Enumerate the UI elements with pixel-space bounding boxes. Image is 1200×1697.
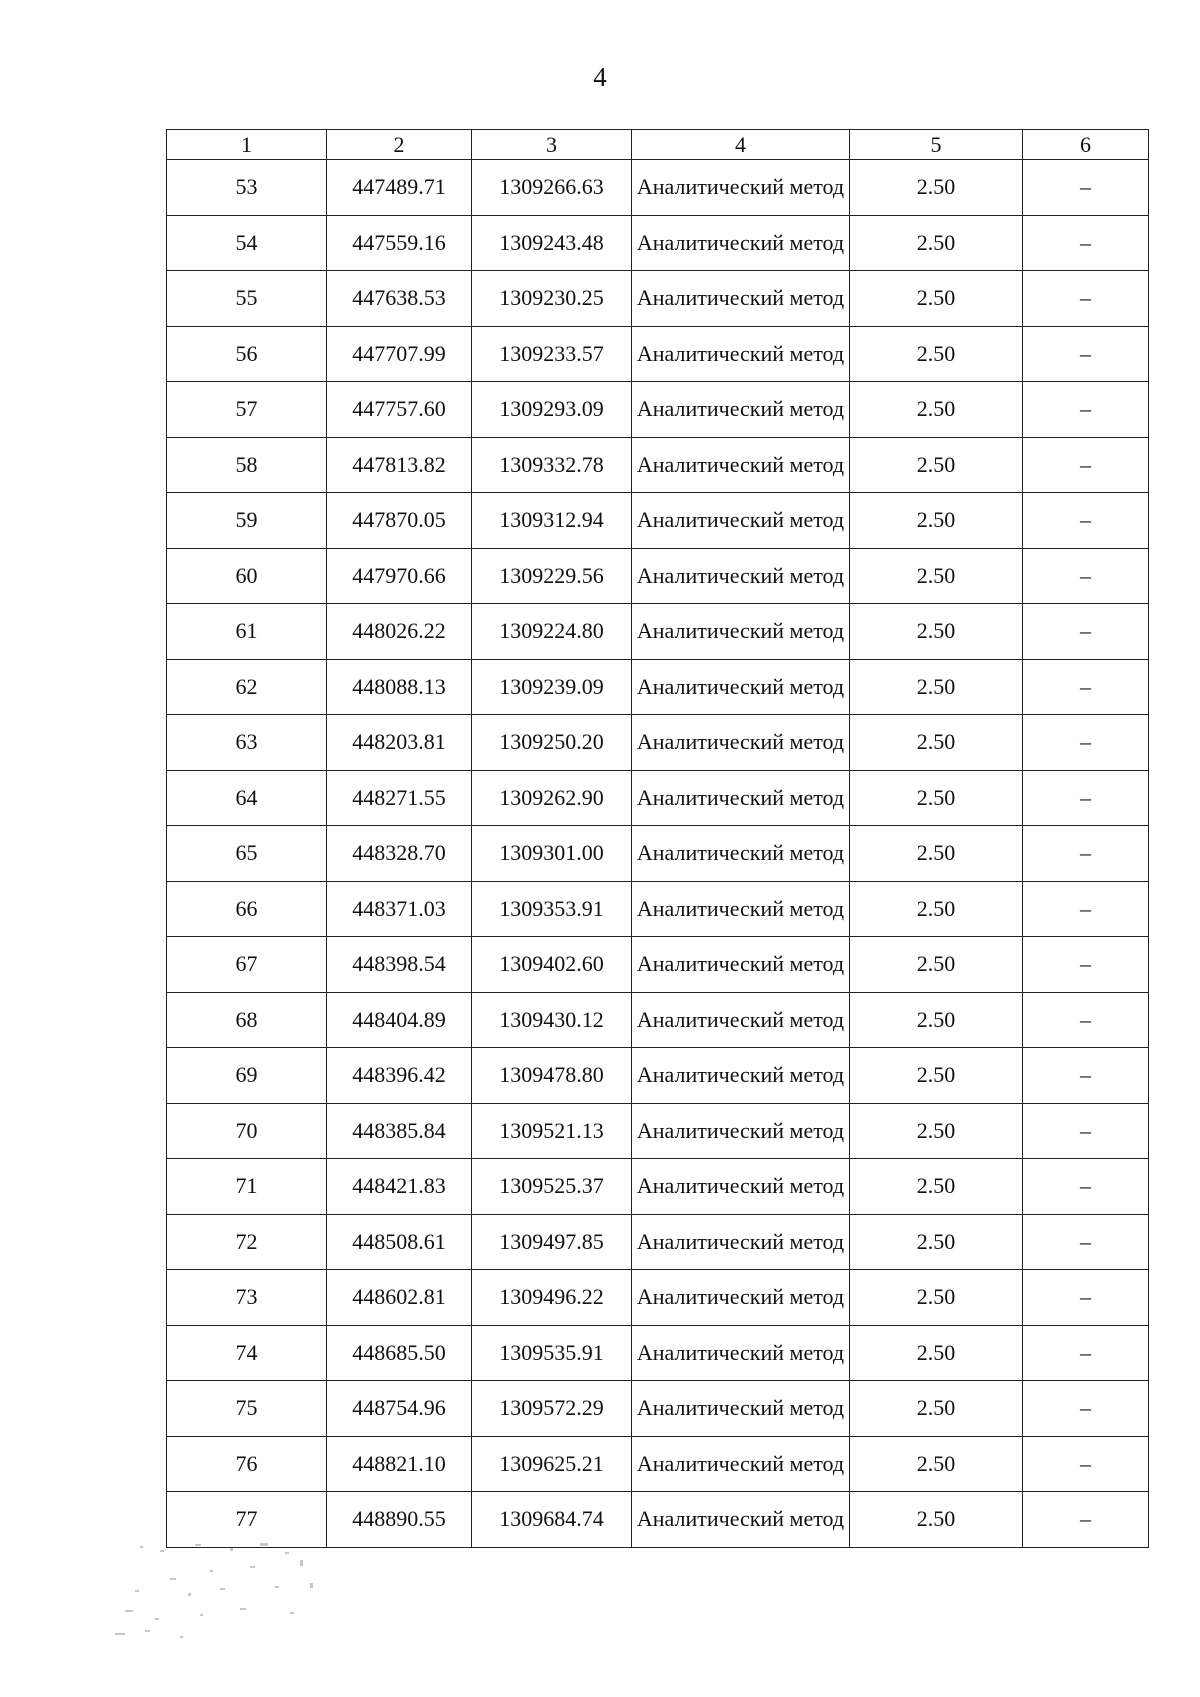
x-coordinate-cell: 447707.99 (327, 326, 472, 382)
accuracy-cell: 2.50 (850, 382, 1023, 438)
x-coordinate-cell: 448385.84 (327, 1103, 472, 1159)
accuracy-cell: 2.50 (850, 1270, 1023, 1326)
column-header-3: 3 (472, 130, 632, 160)
point-number-cell: 73 (167, 1270, 327, 1326)
note-cell: – (1023, 493, 1149, 549)
point-number-cell: 76 (167, 1436, 327, 1492)
method-cell: Аналитический метод (632, 881, 850, 937)
column-header-6: 6 (1023, 130, 1149, 160)
x-coordinate-cell: 448602.81 (327, 1270, 472, 1326)
table-row (167, 1436, 1149, 1492)
table-row (167, 493, 1149, 549)
column-header-1: 1 (167, 130, 327, 160)
column-header-2: 2 (327, 130, 472, 160)
accuracy-cell: 2.50 (850, 992, 1023, 1048)
x-coordinate-cell: 448398.54 (327, 937, 472, 993)
page-number: 4 (593, 62, 607, 92)
note-cell: – (1023, 881, 1149, 937)
y-coordinate-cell: 1309332.78 (472, 437, 632, 493)
method-cell: Аналитический метод (632, 1103, 850, 1159)
method-cell: Аналитический метод (632, 1048, 850, 1104)
accuracy-cell: 2.50 (850, 271, 1023, 327)
y-coordinate-cell: 1309402.60 (472, 937, 632, 993)
table-row (167, 1325, 1149, 1381)
note-cell: – (1023, 1048, 1149, 1104)
point-number-cell: 63 (167, 715, 327, 771)
note-cell: – (1023, 215, 1149, 271)
accuracy-cell: 2.50 (850, 160, 1023, 216)
method-cell: Аналитический метод (632, 1214, 850, 1270)
point-number-cell: 68 (167, 992, 327, 1048)
x-coordinate-cell: 448396.42 (327, 1048, 472, 1104)
y-coordinate-cell: 1309266.63 (472, 160, 632, 216)
y-coordinate-cell: 1309250.20 (472, 715, 632, 771)
y-coordinate-cell: 1309312.94 (472, 493, 632, 549)
point-number-cell: 72 (167, 1214, 327, 1270)
point-number-cell: 54 (167, 215, 327, 271)
point-number-cell: 65 (167, 826, 327, 882)
y-coordinate-cell: 1309430.12 (472, 992, 632, 1048)
accuracy-cell: 2.50 (850, 1325, 1023, 1381)
note-cell: – (1023, 1436, 1149, 1492)
accuracy-cell: 2.50 (850, 1103, 1023, 1159)
method-cell: Аналитический метод (632, 937, 850, 993)
accuracy-cell: 2.50 (850, 1436, 1023, 1492)
y-coordinate-cell: 1309572.29 (472, 1381, 632, 1437)
x-coordinate-cell: 448371.03 (327, 881, 472, 937)
accuracy-cell: 2.50 (850, 1159, 1023, 1215)
x-coordinate-cell: 448685.50 (327, 1325, 472, 1381)
note-cell: – (1023, 1214, 1149, 1270)
table-row (167, 770, 1149, 826)
table-row (167, 437, 1149, 493)
header-row (167, 130, 1149, 160)
accuracy-cell: 2.50 (850, 1214, 1023, 1270)
x-coordinate-cell: 447813.82 (327, 437, 472, 493)
y-coordinate-cell: 1309497.85 (472, 1214, 632, 1270)
column-header-4: 4 (632, 130, 850, 160)
method-cell: Аналитический метод (632, 548, 850, 604)
table-row (167, 1214, 1149, 1270)
accuracy-cell: 2.50 (850, 715, 1023, 771)
note-cell: – (1023, 1381, 1149, 1437)
table-row (167, 881, 1149, 937)
accuracy-cell: 2.50 (850, 1381, 1023, 1437)
method-cell: Аналитический метод (632, 715, 850, 771)
method-cell: Аналитический метод (632, 604, 850, 660)
x-coordinate-cell: 448328.70 (327, 826, 472, 882)
note-cell: – (1023, 1103, 1149, 1159)
table-row (167, 1048, 1149, 1104)
x-coordinate-cell: 447970.66 (327, 548, 472, 604)
y-coordinate-cell: 1309243.48 (472, 215, 632, 271)
x-coordinate-cell: 448271.55 (327, 770, 472, 826)
point-number-cell: 58 (167, 437, 327, 493)
faded-stamp-icon (100, 1538, 400, 1648)
accuracy-cell: 2.50 (850, 881, 1023, 937)
note-cell: – (1023, 548, 1149, 604)
y-coordinate-cell: 1309293.09 (472, 382, 632, 438)
x-coordinate-cell: 448821.10 (327, 1436, 472, 1492)
method-cell: Аналитический метод (632, 1492, 850, 1548)
point-number-cell: 62 (167, 659, 327, 715)
y-coordinate-cell: 1309229.56 (472, 548, 632, 604)
y-coordinate-cell: 1309525.37 (472, 1159, 632, 1215)
note-cell: – (1023, 992, 1149, 1048)
accuracy-cell: 2.50 (850, 215, 1023, 271)
note-cell: – (1023, 382, 1149, 438)
y-coordinate-cell: 1309262.90 (472, 770, 632, 826)
note-cell: – (1023, 1270, 1149, 1326)
accuracy-cell: 2.50 (850, 937, 1023, 993)
x-coordinate-cell: 448421.83 (327, 1159, 472, 1215)
table-row (167, 548, 1149, 604)
note-cell: – (1023, 160, 1149, 216)
accuracy-cell: 2.50 (850, 1048, 1023, 1104)
table-row (167, 1103, 1149, 1159)
x-coordinate-cell: 448404.89 (327, 992, 472, 1048)
x-coordinate-cell: 447489.71 (327, 160, 472, 216)
note-cell: – (1023, 1325, 1149, 1381)
accuracy-cell: 2.50 (850, 548, 1023, 604)
y-coordinate-cell: 1309224.80 (472, 604, 632, 660)
point-number-cell: 69 (167, 1048, 327, 1104)
x-coordinate-cell: 447559.16 (327, 215, 472, 271)
y-coordinate-cell: 1309233.57 (472, 326, 632, 382)
point-number-cell: 71 (167, 1159, 327, 1215)
x-coordinate-cell: 448203.81 (327, 715, 472, 771)
method-cell: Аналитический метод (632, 326, 850, 382)
method-cell: Аналитический метод (632, 382, 850, 438)
y-coordinate-cell: 1309684.74 (472, 1492, 632, 1548)
note-cell: – (1023, 1492, 1149, 1548)
point-number-cell: 59 (167, 493, 327, 549)
point-number-cell: 56 (167, 326, 327, 382)
y-coordinate-cell: 1309301.00 (472, 826, 632, 882)
method-cell: Аналитический метод (632, 215, 850, 271)
note-cell: – (1023, 937, 1149, 993)
point-number-cell: 67 (167, 937, 327, 993)
y-coordinate-cell: 1309239.09 (472, 659, 632, 715)
note-cell: – (1023, 326, 1149, 382)
coordinates-table (166, 129, 1149, 1548)
table-row (167, 160, 1149, 216)
method-cell: Аналитический метод (632, 1381, 850, 1437)
point-number-cell: 53 (167, 160, 327, 216)
method-cell: Аналитический метод (632, 826, 850, 882)
accuracy-cell: 2.50 (850, 326, 1023, 382)
table-body (167, 160, 1149, 1548)
point-number-cell: 55 (167, 271, 327, 327)
note-cell: – (1023, 1159, 1149, 1215)
point-number-cell: 61 (167, 604, 327, 660)
y-coordinate-cell: 1309535.91 (472, 1325, 632, 1381)
x-coordinate-cell: 448026.22 (327, 604, 472, 660)
y-coordinate-cell: 1309521.13 (472, 1103, 632, 1159)
accuracy-cell: 2.50 (850, 437, 1023, 493)
method-cell: Аналитический метод (632, 1270, 850, 1326)
y-coordinate-cell: 1309353.91 (472, 881, 632, 937)
method-cell: Аналитический метод (632, 770, 850, 826)
note-cell: – (1023, 271, 1149, 327)
accuracy-cell: 2.50 (850, 493, 1023, 549)
table-row (167, 271, 1149, 327)
point-number-cell: 57 (167, 382, 327, 438)
method-cell: Аналитический метод (632, 271, 850, 327)
table-row (167, 715, 1149, 771)
column-header-5: 5 (850, 130, 1023, 160)
point-number-cell: 64 (167, 770, 327, 826)
table-header (167, 130, 1149, 160)
x-coordinate-cell: 448754.96 (327, 1381, 472, 1437)
accuracy-cell: 2.50 (850, 604, 1023, 660)
method-cell: Аналитический метод (632, 493, 850, 549)
y-coordinate-cell: 1309230.25 (472, 271, 632, 327)
note-cell: – (1023, 826, 1149, 882)
y-coordinate-cell: 1309478.80 (472, 1048, 632, 1104)
table-row (167, 604, 1149, 660)
note-cell: – (1023, 770, 1149, 826)
method-cell: Аналитический метод (632, 1436, 850, 1492)
table-row (167, 215, 1149, 271)
note-cell: – (1023, 715, 1149, 771)
method-cell: Аналитический метод (632, 437, 850, 493)
method-cell: Аналитический метод (632, 659, 850, 715)
accuracy-cell: 2.50 (850, 659, 1023, 715)
method-cell: Аналитический метод (632, 992, 850, 1048)
table-row (167, 1159, 1149, 1215)
method-cell: Аналитический метод (632, 1159, 850, 1215)
y-coordinate-cell: 1309625.21 (472, 1436, 632, 1492)
table-row (167, 992, 1149, 1048)
point-number-cell: 70 (167, 1103, 327, 1159)
table-row (167, 326, 1149, 382)
y-coordinate-cell: 1309496.22 (472, 1270, 632, 1326)
x-coordinate-cell: 448508.61 (327, 1214, 472, 1270)
table-row (167, 382, 1149, 438)
point-number-cell: 77 (167, 1492, 327, 1548)
note-cell: – (1023, 604, 1149, 660)
accuracy-cell: 2.50 (850, 770, 1023, 826)
x-coordinate-cell: 447870.05 (327, 493, 472, 549)
point-number-cell: 60 (167, 548, 327, 604)
note-cell: – (1023, 437, 1149, 493)
accuracy-cell: 2.50 (850, 826, 1023, 882)
point-number-cell: 66 (167, 881, 327, 937)
point-number-cell: 75 (167, 1381, 327, 1437)
x-coordinate-cell: 447757.60 (327, 382, 472, 438)
accuracy-cell: 2.50 (850, 1492, 1023, 1548)
table-row (167, 659, 1149, 715)
x-coordinate-cell: 447638.53 (327, 271, 472, 327)
table-row (167, 1270, 1149, 1326)
method-cell: Аналитический метод (632, 1325, 850, 1381)
x-coordinate-cell: 448088.13 (327, 659, 472, 715)
method-cell: Аналитический метод (632, 160, 850, 216)
table-row (167, 1381, 1149, 1437)
note-cell: – (1023, 659, 1149, 715)
x-coordinate-cell: 448890.55 (327, 1492, 472, 1548)
point-number-cell: 74 (167, 1325, 327, 1381)
table-row (167, 937, 1149, 993)
table-row (167, 826, 1149, 882)
